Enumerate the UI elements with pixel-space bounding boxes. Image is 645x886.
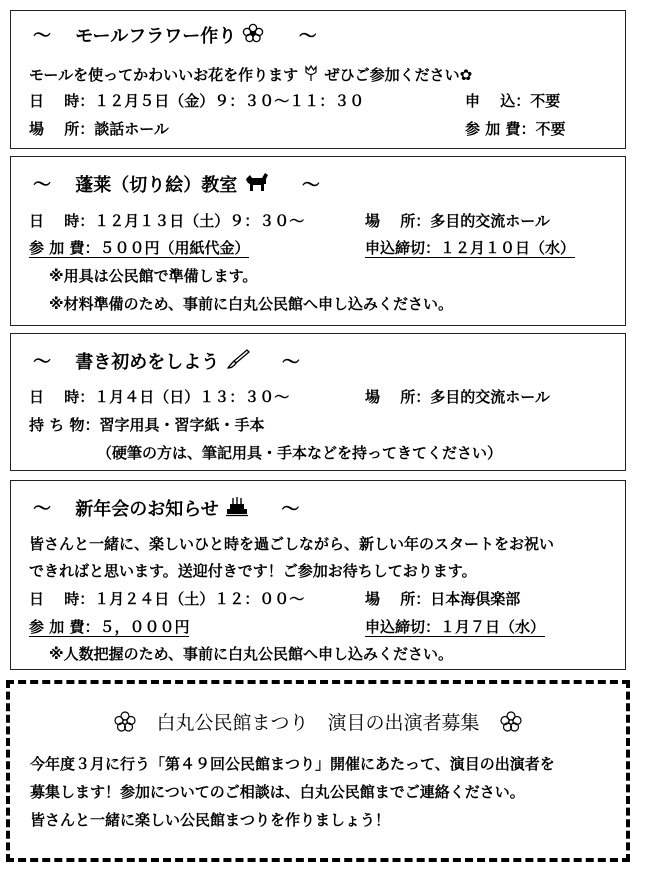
event-items-row: [29, 415, 264, 435]
event-deadline-row: [365, 617, 545, 637]
event-note: ※用具は公民館で準備します。: [49, 267, 258, 285]
date-value: １２月１３日（土）９：３０～: [94, 212, 305, 230]
date-value: １月４日（日）１３：３０～: [94, 388, 290, 406]
event-box-kirie: [10, 156, 626, 326]
event-title-text: モールフラワー作り: [75, 25, 237, 47]
date-label: 日 時：: [29, 388, 95, 406]
event-date-row: [29, 589, 304, 609]
brush-icon: [226, 348, 250, 377]
flower-icon: [242, 23, 264, 50]
event-title: [33, 23, 317, 50]
event-title: [33, 495, 299, 524]
desc-tail: ぜひご参加ください✿: [324, 66, 473, 84]
event-note: ※人数把握のため、事前に白丸公民館へ申し込みください。: [49, 645, 453, 663]
place-label: 場 所：: [365, 388, 431, 406]
flower-outline-icon: [500, 711, 522, 738]
event-date-row: [29, 91, 364, 111]
date-value: １月２４日（土）１２：００～: [94, 590, 305, 608]
tulip-icon: [303, 64, 319, 87]
event-place-row: [365, 589, 520, 609]
event-place-row: [365, 387, 550, 407]
fee-value: ５，０００円: [99, 618, 190, 636]
place-label: 場 所：: [365, 212, 431, 230]
fee-underlined: [29, 618, 189, 637]
event-box-new-year-party: [10, 480, 626, 670]
deadline-underlined: [365, 618, 545, 637]
deadline-label: 申込締切：: [365, 618, 441, 636]
fee-label: 参 加 費：: [465, 120, 536, 138]
items-value: 習字用具・習字紙・手本: [99, 416, 265, 434]
event-title: [33, 348, 300, 377]
title-tilde: ～: [281, 351, 300, 373]
recruit-text: 皆さんと一緒に楽しい公民館まつりを作りましょう！: [30, 811, 391, 829]
event-box-kakizome: [10, 333, 626, 471]
place-value: 多目的交流ホール: [430, 212, 550, 230]
place-label: 場 所：: [29, 120, 95, 138]
event-date-row: [29, 211, 304, 231]
event-description: 皆さんと一緒に、楽しいひと時を過ごしながら、新しい年のスタートをお祝い: [29, 535, 555, 553]
place-value: 談話ホール: [94, 120, 169, 138]
cake-icon: [225, 495, 249, 524]
event-place-row: [365, 211, 550, 231]
horse-icon: [244, 171, 270, 200]
event-fee-row: [29, 617, 189, 637]
apply-value: 不要: [530, 92, 561, 110]
deadline-label: 申込締切：: [365, 239, 441, 257]
fee-underlined: [29, 239, 249, 258]
title-tilde: ～: [33, 25, 51, 47]
recruit-text: 今年度３月に行う「第４９回公民館まつり」開催にあたって、演目の出演者を: [30, 755, 555, 773]
event-deadline-row: [365, 238, 575, 258]
event-title: [33, 171, 320, 200]
recruit-title-text: 白丸公民館まつり 演目の出演者募集: [156, 712, 480, 734]
event-fee-row: [465, 119, 565, 139]
fee-label: 参 加 費：: [29, 239, 100, 257]
place-value: 日本海倶楽部: [430, 590, 521, 608]
event-date-row: [29, 387, 289, 407]
date-value: １２月５日（金）９：３０～１１：３０: [94, 92, 365, 110]
event-description: [29, 64, 472, 87]
place-value: 多目的交流ホール: [430, 388, 550, 406]
title-tilde: ～: [33, 498, 51, 520]
deadline-value: １月７日（水）: [440, 618, 546, 636]
event-note: （硬筆の方は、筆記用具・手本などを持ってきてください）: [97, 444, 503, 462]
title-tilde: ～: [301, 174, 320, 196]
event-title-text: 蓬莱（切り絵）教室: [75, 174, 238, 196]
event-description: できればと思います。送迎付きです！ご参加お待ちしております。: [29, 562, 477, 580]
fee-value: ５００円（用紙代金）: [99, 239, 250, 257]
event-fee-row: [29, 238, 249, 258]
recruit-title: [10, 708, 626, 738]
date-label: 日 時：: [29, 92, 95, 110]
recruit-box: [6, 680, 630, 862]
event-place-row: [29, 119, 169, 139]
title-tilde: ～: [298, 25, 317, 47]
event-note: ※材料準備のため、事前に白丸公民館へ申し込みください。: [49, 295, 453, 313]
fee-value: 不要: [535, 120, 566, 138]
flower-outline-icon: [114, 711, 136, 738]
deadline-value: １２月１０日（水）: [440, 239, 576, 257]
recruit-text: 募集します！参加についてのご相談は、白丸公民館までご連絡ください。: [30, 783, 525, 801]
apply-label: 申 込：: [465, 92, 531, 110]
date-label: 日 時：: [29, 590, 95, 608]
fee-label: 参 加 費：: [29, 618, 100, 636]
date-label: 日 時：: [29, 212, 95, 230]
desc-text: モールを使ってかわいいお花を作ります: [29, 66, 299, 84]
title-tilde: ～: [33, 174, 51, 196]
deadline-underlined: [365, 239, 575, 258]
title-tilde: ～: [281, 498, 300, 520]
place-label: 場 所：: [365, 590, 431, 608]
title-tilde: ～: [33, 351, 51, 373]
event-title-text: 新年会のお知らせ: [75, 498, 219, 520]
event-apply-row: [465, 91, 560, 111]
event-box-mall-flower: [10, 10, 626, 149]
items-label: 持 ち 物：: [29, 416, 100, 434]
event-title-text: 書き初めをしよう: [75, 351, 220, 373]
